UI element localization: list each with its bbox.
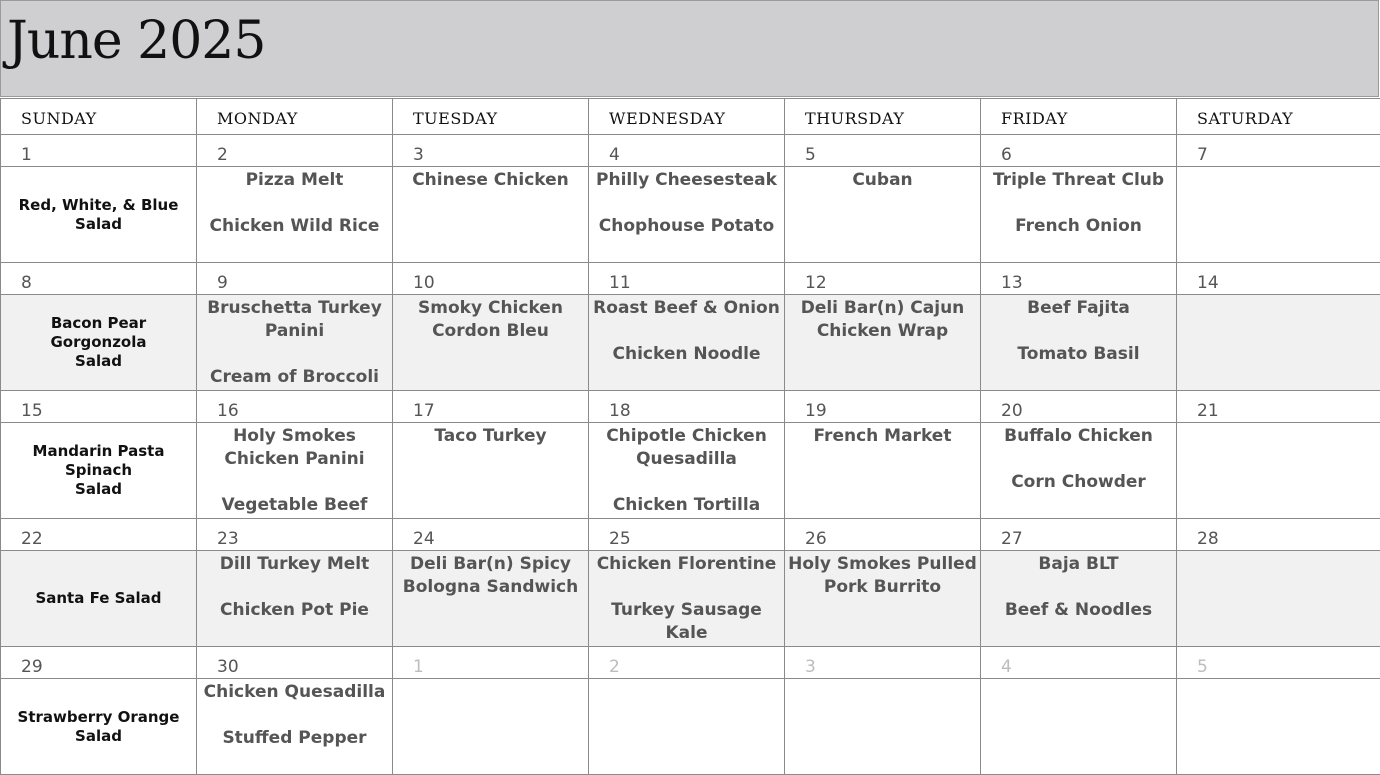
menu-cell — [393, 167, 589, 263]
menu-spacer — [199, 704, 390, 727]
menu-item: Cream of Broccoli — [210, 367, 379, 387]
menu-cell — [393, 423, 589, 519]
menu-spacer — [983, 576, 1174, 599]
date-number: 25 — [589, 519, 785, 551]
date-number: 4 — [981, 647, 1177, 679]
menu-item: Chicken Pot Pie — [220, 600, 369, 620]
week-1-date-row — [1, 135, 1380, 167]
menu-item: Panini — [264, 321, 325, 341]
menu-item: Chicken Wrap — [816, 321, 949, 341]
menu-cell — [393, 295, 589, 391]
menu-spacer — [591, 192, 782, 215]
menu-item: Deli Bar(n) Cajun — [800, 298, 965, 318]
menu-cell — [981, 679, 1177, 775]
date-number: 10 — [393, 263, 589, 295]
day-name-tuesday: TUESDAY — [393, 99, 589, 135]
day-name-sunday: SUNDAY — [1, 99, 197, 135]
menu-cell — [981, 295, 1177, 391]
week-5-menu-row — [1, 679, 1380, 775]
menu-cell — [1177, 167, 1380, 263]
date-number: 12 — [785, 263, 981, 295]
menu-cell — [1177, 423, 1380, 519]
menu-item: Cordon Bleu — [432, 321, 549, 341]
menu-item: Chipotle Chicken — [606, 426, 767, 446]
menu-cell — [197, 551, 393, 647]
menu-item: Turkey Sausage Kale — [611, 600, 762, 643]
menu-spacer — [199, 343, 390, 366]
menu-cell — [785, 679, 981, 775]
date-number: 18 — [589, 391, 785, 423]
week-2-menu-row — [1, 295, 1380, 391]
menu-item: Chicken Quesadilla — [203, 682, 386, 702]
date-number: 2 — [589, 647, 785, 679]
date-number: 2 — [197, 135, 393, 167]
menu-cell — [1177, 295, 1380, 391]
date-number: 6 — [981, 135, 1177, 167]
menu-cell — [197, 295, 393, 391]
menu-item: Baja BLT — [1038, 554, 1119, 574]
menu-spacer — [591, 471, 782, 494]
menu-item: Philly Cheesesteak — [596, 170, 777, 190]
menu-spacer — [983, 320, 1174, 343]
menu-item: Quesadilla — [636, 449, 737, 469]
menu-item: Vegetable Beef — [221, 495, 368, 515]
date-number: 16 — [197, 391, 393, 423]
menu-item: Chinese Chicken — [412, 170, 569, 190]
menu-item: Bologna Sandwich — [402, 577, 579, 597]
date-number: 19 — [785, 391, 981, 423]
menu-item: Pork Burrito — [823, 577, 942, 597]
menu-item: Holy Smokes Pulled — [788, 554, 977, 574]
salad-name: Bacon Pear Gorgonzola — [50, 314, 147, 351]
menu-spacer — [199, 576, 390, 599]
menu-cell — [589, 295, 785, 391]
menu-cell — [393, 679, 589, 775]
salad-cell — [1, 167, 197, 263]
menu-item: Smoky Chicken — [418, 298, 563, 318]
salad-name: Mandarin Pasta Spinach — [32, 442, 165, 479]
date-number: 28 — [1177, 519, 1380, 551]
date-number: 24 — [393, 519, 589, 551]
date-number: 30 — [197, 647, 393, 679]
menu-cell — [197, 423, 393, 519]
menu-item: Cuban — [852, 170, 913, 190]
day-name-row — [1, 99, 1380, 135]
menu-item: Roast Beef & Onion — [593, 298, 780, 318]
menu-cell — [589, 167, 785, 263]
menu-cell — [197, 167, 393, 263]
date-number: 29 — [1, 647, 197, 679]
menu-cell — [197, 679, 393, 775]
date-number: 8 — [1, 263, 197, 295]
menu-item: Buffalo Chicken — [1004, 426, 1153, 446]
date-number: 7 — [1177, 135, 1380, 167]
date-number: 13 — [981, 263, 1177, 295]
date-number: 5 — [1177, 647, 1380, 679]
date-number: 21 — [1177, 391, 1380, 423]
menu-cell — [981, 167, 1177, 263]
date-number: 9 — [197, 263, 393, 295]
menu-item: Chicken Florentine — [596, 554, 777, 574]
title-bar — [0, 0, 1379, 97]
day-name-thursday: THURSDAY — [785, 99, 981, 135]
menu-item: Chicken Panini — [224, 449, 365, 469]
menu-item: Triple Threat Club — [992, 170, 1165, 190]
date-number: 20 — [981, 391, 1177, 423]
menu-item: Deli Bar(n) Spicy — [410, 554, 571, 574]
menu-spacer — [591, 576, 782, 599]
menu-cell — [785, 423, 981, 519]
date-number: 27 — [981, 519, 1177, 551]
date-number: 5 — [785, 135, 981, 167]
day-name-friday: FRIDAY — [981, 99, 1177, 135]
date-number: 17 — [393, 391, 589, 423]
menu-item: Dill Turkey Melt — [219, 554, 370, 574]
menu-item: Chophouse Potato — [598, 216, 775, 236]
date-number: 15 — [1, 391, 197, 423]
menu-item: Holy Smokes — [233, 426, 356, 446]
week-2-date-row — [1, 263, 1380, 295]
date-number: 26 — [785, 519, 981, 551]
menu-item: Taco Turkey — [434, 426, 547, 446]
menu-item: French Onion — [1015, 216, 1142, 236]
menu-cell — [981, 551, 1177, 647]
salad-cell — [1, 551, 197, 647]
date-number: 14 — [1177, 263, 1380, 295]
date-number: 1 — [393, 647, 589, 679]
menu-cell — [589, 551, 785, 647]
date-number: 23 — [197, 519, 393, 551]
menu-cell — [1177, 679, 1380, 775]
menu-item: Tomato Basil — [1017, 344, 1140, 364]
week-3-date-row — [1, 391, 1380, 423]
date-number: 1 — [1, 135, 197, 167]
calendar-grid — [0, 98, 1380, 775]
menu-cell — [785, 295, 981, 391]
salad-cell — [1, 423, 197, 519]
date-number: 3 — [785, 647, 981, 679]
menu-item: Chicken Wild Rice — [209, 216, 380, 236]
page-title: June 2025 — [7, 11, 266, 71]
menu-item: Beef Fajita — [1027, 298, 1130, 318]
menu-spacer — [591, 320, 782, 343]
menu-item: Pizza Melt — [245, 170, 344, 190]
menu-item: French Market — [813, 426, 952, 446]
salad-cell — [1, 295, 197, 391]
menu-spacer — [199, 471, 390, 494]
salad-name: Salad — [75, 480, 122, 498]
week-1-menu-row — [1, 167, 1380, 263]
menu-item: Beef & Noodles — [1004, 600, 1153, 620]
date-number: 4 — [589, 135, 785, 167]
menu-item: Chicken Tortilla — [612, 495, 761, 515]
menu-item: Bruschetta Turkey — [207, 298, 382, 318]
salad-name: Strawberry Orange Salad — [17, 707, 180, 745]
menu-cell — [393, 551, 589, 647]
menu-item: Corn Chowder — [1011, 472, 1146, 492]
salad-name: Santa Fe Salad — [35, 589, 162, 607]
menu-cell — [1177, 551, 1380, 647]
menu-cell — [785, 167, 981, 263]
salad-name: Red, White, & Blue Salad — [18, 195, 179, 233]
week-5-date-row — [1, 647, 1380, 679]
date-number: 3 — [393, 135, 589, 167]
menu-spacer — [199, 192, 390, 215]
day-name-saturday: SATURDAY — [1177, 99, 1380, 135]
date-number: 11 — [589, 263, 785, 295]
date-number: 22 — [1, 519, 197, 551]
day-name-monday: MONDAY — [197, 99, 393, 135]
menu-cell — [981, 423, 1177, 519]
menu-cell — [589, 423, 785, 519]
week-4-menu-row — [1, 551, 1380, 647]
day-name-wednesday: WEDNESDAY — [589, 99, 785, 135]
salad-cell — [1, 679, 197, 775]
week-4-date-row — [1, 519, 1380, 551]
menu-item: Stuffed Pepper — [222, 728, 367, 748]
week-3-menu-row — [1, 423, 1380, 519]
menu-spacer — [983, 192, 1174, 215]
salad-name: Salad — [75, 352, 122, 370]
menu-item: Chicken Noodle — [612, 344, 761, 364]
menu-cell — [589, 679, 785, 775]
menu-cell — [785, 551, 981, 647]
menu-spacer — [983, 448, 1174, 471]
